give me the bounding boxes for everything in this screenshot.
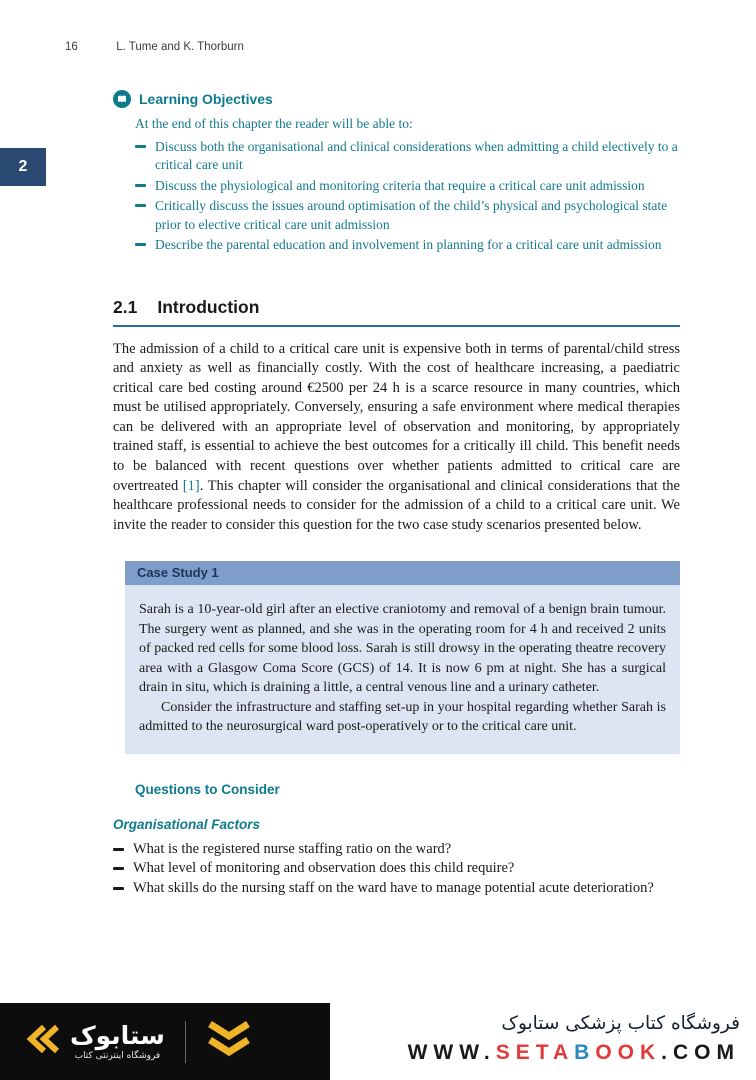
url-segment: SETA [495, 1041, 575, 1064]
url-suffix: .COM [661, 1041, 740, 1064]
page-content [113, 90, 680, 898]
paragraph-text: . This chapter will consider the organisational and clinical considerations that the healthcare professional needs to consider for the admission of a child to a critical care unit. We invite the reader to consider this question for the two case study scenarios presented below. [113, 477, 680, 533]
learning-objectives-intro: At the end of this chapter the reader will be able to: [135, 116, 413, 131]
case-study-title: Case Study 1 [125, 561, 680, 585]
list-item [113, 879, 680, 899]
url-segment: OOK [595, 1041, 662, 1064]
brand-logo-text: ستابوک [70, 1020, 165, 1050]
learning-objectives-header [113, 90, 680, 108]
intro-paragraph [113, 340, 680, 536]
brand-logo-subtext: فروشگاه اینترنتی کتاب [74, 1050, 161, 1061]
footer-divider [185, 1021, 186, 1063]
footer-logo-panel [0, 1003, 330, 1080]
objective-text: Discuss both the organisational and clinical considerations when admitting a child electively to a critical care unit [155, 138, 678, 172]
logo-column [70, 1020, 165, 1061]
list-item [113, 859, 680, 879]
learning-objectives-block [113, 90, 680, 255]
dash-bullet-icon [135, 184, 146, 187]
citation-link[interactable]: [1] [182, 477, 200, 494]
dash-bullet-icon [113, 887, 124, 890]
dash-bullet-icon [113, 867, 124, 870]
website-url[interactable] [408, 1041, 740, 1065]
learning-objectives-title: Learning Objectives [139, 91, 273, 107]
question-text: What skills do the nursing staff on the ward have to manage potential acute deterioration? [133, 879, 654, 896]
section-title: Introduction [157, 296, 260, 317]
dash-bullet-icon [135, 145, 146, 148]
case-study-box [125, 561, 680, 754]
chevrons-left-icon [26, 1024, 60, 1059]
objective-text: Discuss the physiological and monitoring criteria that require a critical care unit admission [155, 177, 645, 193]
chevrons-down-icon [206, 1020, 252, 1063]
dash-bullet-icon [135, 204, 146, 207]
case-study-body [125, 585, 680, 754]
paragraph-text: The admission of a child to a critical care unit is expensive both in terms of parental/child stress and anxiety as well as financially costly. With the cost of healthcare increasing, a paediatric critical care bed costing around €2500 per 24 h is a scarce resource in many countries, which must be utilised appropriately. Conversely, ensuring a safe environment where medical therapies can be delivered with an appropriate level of observation and monitoring, by appropriately trained staff, is essential to achieve the best outcomes for a critically ill child. This benefit needs to be balanced with recent questions over whether patients admitted to critical care are overtreated [113, 340, 680, 494]
case-study-paragraph: Sarah is a 10-year-old girl after an elective craniotomy and removal of a benign brain tumour. The surgery went as planned, and she was in the operating room for 4 h and received 2 units of packed red cells for some blood loss. Sarah is still drowsy in the operating theatre recovery area with a Glasgow Coma Score (GCS) of 14. It is now 6 pm at night. She has a surgical drain in situ, which is draining a little, a central venous line and a urinary catheter. [139, 602, 666, 696]
learning-objectives-list [135, 138, 680, 255]
running-header [65, 41, 244, 53]
list-item [135, 236, 680, 255]
list-item [135, 138, 680, 175]
dash-bullet-icon [113, 848, 124, 851]
list-item [135, 197, 680, 234]
section-heading [113, 297, 680, 327]
objective-text: Critically discuss the issues around optimisation of the child’s physical and psychological state prior to elective critical care unit admission [155, 198, 668, 232]
list-item [113, 840, 680, 860]
question-text: What level of monitoring and observation does this child require? [133, 860, 515, 877]
chapter-tab: 2 [0, 148, 46, 186]
store-name: فروشگاه کتاب پزشکی ستابوک [501, 1013, 740, 1034]
learning-objectives-icon [113, 90, 131, 108]
footer-info [408, 1013, 740, 1065]
objective-text: Describe the parental education and involvement in planning for a critical care unit admission [155, 237, 662, 252]
question-text: What is the registered nurse staffing ratio on the ward? [133, 840, 452, 857]
case-study-paragraph: Consider the infrastructure and staffing set-up in your hospital regarding whether Sarah is admitted to the neurosurgical ward post-operatively or to the critical care unit. [139, 699, 666, 735]
dash-bullet-icon [135, 243, 146, 246]
list-item [135, 177, 680, 196]
url-prefix: WWW. [407, 1041, 496, 1064]
organisational-factors-heading: Organisational Factors [113, 816, 261, 832]
url-segment: B [574, 1041, 596, 1064]
running-header-authors: L. Tume and K. Thorburn [116, 41, 244, 53]
section-number: 2.1 [113, 296, 138, 317]
footer-banner [0, 1003, 756, 1080]
questions-heading: Questions to Consider [135, 781, 280, 797]
questions-list [113, 840, 680, 899]
page-number: 16 [65, 41, 78, 53]
